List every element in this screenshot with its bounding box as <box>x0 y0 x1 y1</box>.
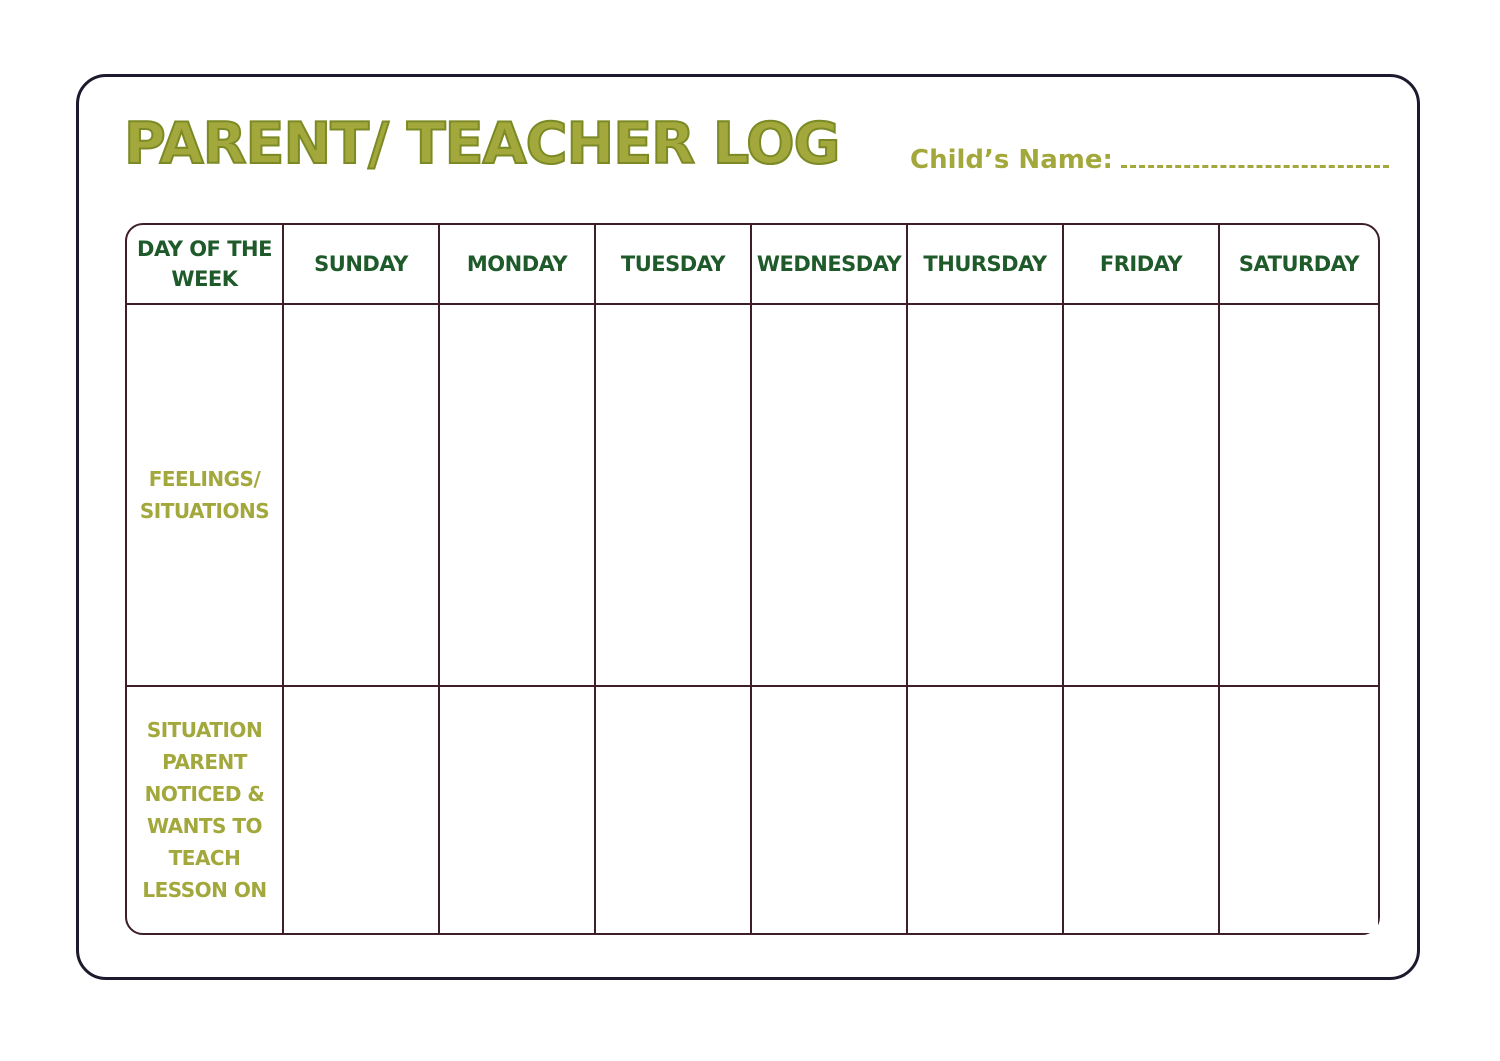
child-name-label: Child’s Name: <box>910 145 1113 175</box>
page-title: PARENT/ TEACHER LOG <box>124 111 840 177</box>
child-name-blank-line[interactable] <box>1121 155 1389 168</box>
feelings-cell-saturday[interactable] <box>1220 305 1378 687</box>
day-header-tuesday: TUESDAY <box>596 225 752 305</box>
day-header-wednesday: WEDNESDAY <box>752 225 908 305</box>
row-label-feelings: FEELINGS/ SITUATIONS <box>127 305 284 687</box>
noticed-cell-sunday[interactable] <box>284 687 440 933</box>
noticed-cell-monday[interactable] <box>440 687 596 933</box>
row-label-parent-noticed: SITUATION PARENT NOTICED & WANTS TO TEACH LESSON ON <box>127 687 284 933</box>
feelings-cell-wednesday[interactable] <box>752 305 908 687</box>
noticed-cell-saturday[interactable] <box>1220 687 1378 933</box>
noticed-cell-thursday[interactable] <box>908 687 1064 933</box>
table-row-feelings <box>127 305 1378 687</box>
feelings-cell-friday[interactable] <box>1064 305 1220 687</box>
feelings-cell-thursday[interactable] <box>908 305 1064 687</box>
day-header-monday: MONDAY <box>440 225 596 305</box>
noticed-cell-friday[interactable] <box>1064 687 1220 933</box>
day-header-thursday: THURSDAY <box>908 225 1064 305</box>
day-header-sunday: SUNDAY <box>284 225 440 305</box>
day-header-saturday: SATURDAY <box>1220 225 1378 305</box>
weekly-log-table <box>125 223 1380 935</box>
day-header-friday: FRIDAY <box>1064 225 1220 305</box>
table-header-row <box>127 225 1378 305</box>
noticed-cell-wednesday[interactable] <box>752 687 908 933</box>
day-of-week-label: DAY OF THE WEEK <box>127 225 284 305</box>
child-name-field[interactable] <box>910 145 1389 176</box>
feelings-cell-sunday[interactable] <box>284 305 440 687</box>
feelings-cell-tuesday[interactable] <box>596 305 752 687</box>
table-row-parent-noticed <box>127 687 1378 933</box>
noticed-cell-tuesday[interactable] <box>596 687 752 933</box>
feelings-cell-monday[interactable] <box>440 305 596 687</box>
